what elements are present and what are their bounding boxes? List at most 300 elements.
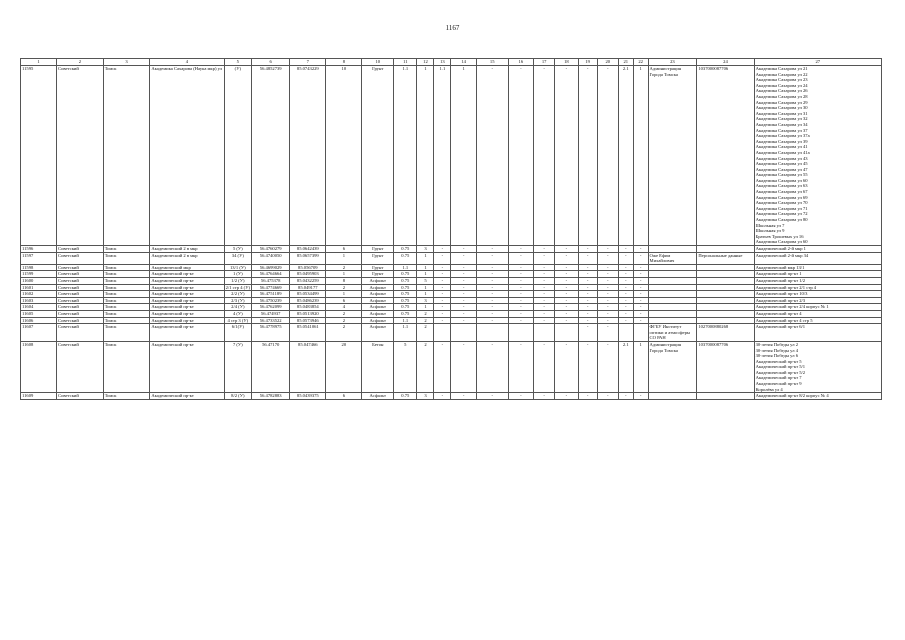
- table-cell: -: [476, 291, 508, 298]
- table-cell: -: [578, 393, 597, 400]
- table-cell: -: [534, 277, 555, 284]
- table-cell: 2: [326, 324, 362, 342]
- column-header: 17: [534, 59, 555, 66]
- table-cell: 11600: [21, 277, 57, 284]
- table-cell: 85.0483854: [290, 304, 326, 311]
- address-list-cell: [754, 246, 881, 253]
- table-cell: 85.0642439: [290, 246, 326, 253]
- table-cell: 85.0439375: [290, 393, 326, 400]
- address-line: Академика Сахарова ул 34: [755, 121, 808, 127]
- table-cell: -: [508, 284, 533, 291]
- table-cell: -: [555, 271, 578, 278]
- table-cell: -: [633, 271, 648, 278]
- table-cell: 2/3 (У): [224, 297, 252, 304]
- table-cell: Советский: [57, 317, 104, 324]
- column-header: 15: [476, 59, 508, 66]
- table-cell: 0.75: [394, 284, 417, 291]
- table-cell: -: [618, 252, 633, 264]
- table-cell: Советский: [57, 310, 104, 317]
- table-cell: -: [555, 291, 578, 298]
- table-cell: -: [508, 264, 533, 271]
- table-cell: Томск: [103, 297, 150, 304]
- table-cell: (У): [224, 66, 252, 246]
- table-cell: [451, 324, 476, 342]
- table-cell: -: [434, 271, 451, 278]
- table-cell: -: [618, 264, 633, 271]
- column-header: 5: [224, 59, 252, 66]
- address-line: Академический пр-кт 2/1 стр 4: [755, 284, 817, 290]
- address-line: Академический мкр 13/1: [755, 264, 805, 270]
- table-cell: -: [578, 246, 597, 253]
- table-cell: 4 (У): [224, 310, 252, 317]
- table-cell: Томск: [103, 317, 150, 324]
- header-row: [21, 59, 882, 66]
- table-cell: -: [451, 341, 476, 392]
- table-cell: -: [618, 271, 633, 278]
- table-cell: -: [508, 297, 533, 304]
- table-cell: [697, 284, 754, 291]
- address-line: Академика Сахарова ул 31: [755, 110, 808, 116]
- table-cell: 0.75: [394, 393, 417, 400]
- table-cell: 1.1: [394, 264, 417, 271]
- address-line: Академика Сахарова ул 60: [755, 177, 808, 183]
- table-cell: 10: [326, 66, 362, 246]
- table-cell: 85.0743229: [290, 66, 326, 246]
- table-cell: -: [476, 271, 508, 278]
- address-line: Академический пр-кт 4 стр 5: [755, 317, 813, 323]
- table-cell: -: [633, 393, 648, 400]
- column-header: 8: [326, 59, 362, 66]
- table-cell: Грунт: [362, 66, 394, 246]
- table-cell: [648, 297, 697, 304]
- address-line: Академика Сахарова ул 30: [755, 105, 808, 111]
- table-cell: 8: [326, 277, 362, 284]
- table-cell: -: [534, 271, 555, 278]
- table-cell: Асфальт: [362, 324, 394, 342]
- table-cell: 2: [417, 324, 434, 342]
- column-header: 10: [362, 59, 394, 66]
- table-row: [21, 271, 882, 278]
- address-line: Академика Сахарова ул 28: [755, 93, 808, 99]
- address-line: Школьная ул 9: [755, 228, 785, 234]
- address-line: Академика Сахарова ул 24: [755, 82, 808, 88]
- table-cell: Академический пр-кт: [150, 297, 224, 304]
- table-cell: 1.1: [394, 317, 417, 324]
- table-row: [21, 277, 882, 284]
- table-cell: Администрация Города Томска: [648, 341, 697, 392]
- table-cell: -: [555, 252, 578, 264]
- table-cell: 13/1 (У): [224, 264, 252, 271]
- table-cell: 5 (У): [224, 246, 252, 253]
- address-line: Академический пр-кт 5/2: [755, 369, 806, 375]
- column-header: 20: [597, 59, 618, 66]
- table-cell: 11598: [21, 264, 57, 271]
- column-header: 7: [290, 59, 326, 66]
- table-cell: -: [451, 297, 476, 304]
- table-cell: Советский: [57, 324, 104, 342]
- address-line: Братьев Трошевых ул 16: [755, 233, 804, 239]
- table-cell: [648, 277, 697, 284]
- table-cell: Бетон: [362, 341, 394, 392]
- table-cell: Советский: [57, 304, 104, 311]
- table-cell: -: [508, 317, 533, 324]
- table-row: [21, 317, 882, 324]
- table-cell: 2.1: [618, 66, 633, 246]
- table-cell: -: [534, 66, 555, 246]
- table-cell: Академический пр-кт: [150, 304, 224, 311]
- table-cell: -: [578, 291, 597, 298]
- table-cell: -: [578, 277, 597, 284]
- table-cell: 3: [417, 393, 434, 400]
- address-list-cell: [754, 66, 881, 246]
- table-cell: -: [633, 304, 648, 311]
- table-cell: -: [555, 66, 578, 246]
- table-cell: -: [618, 246, 633, 253]
- table-cell: -: [508, 310, 533, 317]
- table-cell: -: [618, 304, 633, 311]
- table-cell: -: [597, 252, 618, 264]
- address-line: Академический пр-кт 6/1: [755, 324, 806, 330]
- table-cell: 0.75: [394, 304, 417, 311]
- table-cell: 56.4852739: [252, 66, 290, 246]
- table-row: [21, 264, 882, 271]
- address-line: Академика Сахарова ул 63: [755, 183, 808, 189]
- table-cell: 11599: [21, 271, 57, 278]
- column-header: 22: [633, 59, 648, 66]
- table-cell: Асфальт: [362, 310, 394, 317]
- table-cell: 85.0534499: [290, 291, 326, 298]
- table-cell: Асфальт: [362, 277, 394, 284]
- table-cell: 85.0486239: [290, 297, 326, 304]
- table-cell: [648, 317, 697, 324]
- table-cell: -: [633, 277, 648, 284]
- column-header: 14: [451, 59, 476, 66]
- address-list-cell: [754, 264, 881, 271]
- column-header: 18: [555, 59, 578, 66]
- table-cell: -: [451, 310, 476, 317]
- table-cell: -: [534, 317, 555, 324]
- table-cell: -: [534, 291, 555, 298]
- table-cell: -: [633, 310, 648, 317]
- table-cell: 1: [633, 341, 648, 392]
- table-cell: -: [578, 317, 597, 324]
- table-cell: Томск: [103, 284, 150, 291]
- table-cell: -: [578, 304, 597, 311]
- table-cell: [697, 297, 754, 304]
- address-line: Академический пр-кт 1/2: [755, 277, 806, 283]
- table-cell: -: [578, 271, 597, 278]
- address-list-cell: [754, 284, 881, 291]
- table-cell: [648, 310, 697, 317]
- table-cell: 11608: [21, 341, 57, 392]
- address-line: Академика Сахарова ул 67: [755, 189, 808, 195]
- table-cell: 5: [417, 277, 434, 284]
- table-cell: -: [578, 264, 597, 271]
- table-cell: Томск: [103, 310, 150, 317]
- table-cell: -: [508, 252, 533, 264]
- table-cell: -: [451, 264, 476, 271]
- table-cell: 1037000087706: [697, 66, 754, 246]
- table-cell: Грунт: [362, 246, 394, 253]
- table-cell: Советский: [57, 264, 104, 271]
- address-line: Академика Сахарова ул 21: [755, 66, 808, 71]
- table-cell: -: [578, 310, 597, 317]
- table-cell: 56.4764664: [252, 271, 290, 278]
- table-cell: -: [597, 271, 618, 278]
- address-line: Академика Сахарова ул 45: [755, 161, 808, 167]
- table-cell: -: [434, 317, 451, 324]
- table-cell: Советский: [57, 277, 104, 284]
- table-cell: -: [618, 317, 633, 324]
- table-cell: -: [476, 393, 508, 400]
- table-cell: Советский: [57, 66, 104, 246]
- table-cell: 2: [326, 264, 362, 271]
- address-line: 30-летия Победы ул 2: [755, 341, 799, 347]
- table-cell: 7 (У): [224, 341, 252, 392]
- table-cell: 1: [417, 66, 434, 246]
- table-cell: -: [578, 341, 597, 392]
- address-list-cell: [754, 304, 881, 311]
- table-cell: -: [578, 252, 597, 264]
- table-cell: [648, 393, 697, 400]
- table-cell: [618, 324, 633, 342]
- table-cell: -: [633, 317, 648, 324]
- page-number: 1167: [445, 24, 460, 32]
- table-cell: Томск: [103, 341, 150, 392]
- table-cell: 56.4762099: [252, 304, 290, 311]
- table-cell: 11609: [21, 393, 57, 400]
- address-line: Академика Сахарова ул 60: [755, 239, 808, 245]
- table-cell: -: [555, 246, 578, 253]
- table-cell: [697, 317, 754, 324]
- table-cell: -: [578, 324, 597, 342]
- table-cell: Академический пр-кт: [150, 310, 224, 317]
- column-header: 24: [697, 59, 754, 66]
- table-cell: Томск: [103, 264, 150, 271]
- table-cell: -: [597, 310, 618, 317]
- table-cell: 11605: [21, 310, 57, 317]
- table-cell: 85.056709: [290, 264, 326, 271]
- table-cell: -: [476, 297, 508, 304]
- table-cell: -: [534, 246, 555, 253]
- table-cell: 11595: [21, 66, 57, 246]
- address-list-cell: [754, 277, 881, 284]
- address-list-cell: [754, 393, 881, 400]
- table-cell: -: [434, 252, 451, 264]
- table-cell: 1.1: [394, 66, 417, 246]
- table-cell: 11604: [21, 304, 57, 311]
- table-cell: ФГБУ Институт оптики и атмосферы СО РАН: [648, 324, 697, 342]
- table-cell: -: [597, 246, 618, 253]
- table-cell: -: [508, 304, 533, 311]
- table-cell: -: [508, 341, 533, 392]
- table-cell: 85.0657399: [290, 252, 326, 264]
- table-cell: 1: [417, 264, 434, 271]
- table-cell: Академический пр-кт: [150, 284, 224, 291]
- table-cell: 56.4751189: [252, 291, 290, 298]
- table-cell: -: [555, 310, 578, 317]
- table-cell: -: [451, 252, 476, 264]
- table-cell: Советский: [57, 291, 104, 298]
- table-cell: 85.0432259: [290, 277, 326, 284]
- table-cell: -: [555, 393, 578, 400]
- address-line: Академический пр-кт 2/4 корпус № 1: [755, 304, 829, 310]
- table-cell: 1: [417, 284, 434, 291]
- table-cell: -: [597, 291, 618, 298]
- table-cell: 1: [326, 271, 362, 278]
- table-cell: [648, 246, 697, 253]
- table-cell: -: [597, 324, 618, 342]
- table-cell: Томск: [103, 324, 150, 342]
- table-cell: -: [597, 277, 618, 284]
- table-cell: Советский: [57, 341, 104, 392]
- table-cell: [697, 310, 754, 317]
- table-cell: -: [633, 264, 648, 271]
- table-cell: Грунт: [362, 252, 394, 264]
- table-cell: 85.049177: [290, 284, 326, 291]
- address-line: Академический пр-кт 5/1: [755, 364, 806, 370]
- table-cell: Академический пр-кт: [150, 271, 224, 278]
- column-header: 13: [434, 59, 451, 66]
- table-row: [21, 291, 882, 298]
- address-line: Академика Сахарова ул 22: [755, 71, 808, 77]
- table-cell: -: [508, 271, 533, 278]
- table-cell: Томск: [103, 271, 150, 278]
- table-cell: -: [476, 246, 508, 253]
- table-cell: -: [434, 284, 451, 291]
- address-line: Академика Сахарова ул 47: [755, 166, 808, 172]
- address-list-cell: [754, 252, 881, 264]
- table-cell: -: [534, 310, 555, 317]
- table-cell: [697, 393, 754, 400]
- table-cell: 56.4750239: [252, 297, 290, 304]
- address-line: Академика Сахарова ул 41: [755, 144, 808, 150]
- table-cell: Томск: [103, 304, 150, 311]
- address-line: Академика Сахарова ул 23: [755, 77, 808, 83]
- table-cell: 1: [633, 66, 648, 246]
- table-cell: -: [618, 393, 633, 400]
- table-cell: -: [534, 304, 555, 311]
- table-cell: -: [618, 284, 633, 291]
- table-cell: -: [597, 264, 618, 271]
- table-cell: Оже Ефим Михайлович: [648, 252, 697, 264]
- table-cell: 56.4760279: [252, 246, 290, 253]
- table-row: [21, 310, 882, 317]
- table-cell: 3: [417, 246, 434, 253]
- table-cell: 11597: [21, 252, 57, 264]
- column-header: 4: [150, 59, 224, 66]
- address-line: Академический пр-кт 9: [755, 381, 802, 387]
- table-cell: 56.474937: [252, 310, 290, 317]
- table-cell: Асфальт: [362, 297, 394, 304]
- address-line: Академика Сахарова ул 32: [755, 116, 808, 122]
- table-cell: [697, 246, 754, 253]
- address-line: Академика Сахарова ул 37: [755, 127, 808, 133]
- table-cell: -: [555, 284, 578, 291]
- table-cell: -: [618, 310, 633, 317]
- table-cell: -: [434, 291, 451, 298]
- table-cell: 56.4774669: [252, 284, 290, 291]
- table-cell: Советский: [57, 393, 104, 400]
- table-cell: -: [508, 291, 533, 298]
- table-cell: -: [476, 284, 508, 291]
- table-row: [21, 297, 882, 304]
- column-header: 1: [21, 59, 57, 66]
- table-cell: 5: [394, 341, 417, 392]
- table-cell: -: [597, 317, 618, 324]
- table-cell: -: [555, 317, 578, 324]
- table-cell: -: [451, 291, 476, 298]
- table-row: [21, 393, 882, 400]
- table-cell: 1: [417, 304, 434, 311]
- table-cell: -: [633, 246, 648, 253]
- table-cell: -: [534, 341, 555, 392]
- column-header: 3: [103, 59, 150, 66]
- table-cell: 6: [326, 297, 362, 304]
- address-list-cell: [754, 317, 881, 324]
- table-cell: Академический пр-кт: [150, 393, 224, 400]
- table-cell: 0.75: [394, 246, 417, 253]
- table-cell: Асфальт: [362, 317, 394, 324]
- table-cell: -: [633, 291, 648, 298]
- table-cell: [648, 264, 697, 271]
- table-cell: Грунт: [362, 271, 394, 278]
- table-cell: [648, 291, 697, 298]
- table-cell: 1: [417, 252, 434, 264]
- table-cell: 1: [417, 271, 434, 278]
- table-cell: 6/1(У): [224, 324, 252, 342]
- address-line: Академика Сахарова ул 41а: [755, 149, 810, 155]
- table-row: [21, 246, 882, 253]
- table-cell: 6: [326, 393, 362, 400]
- table-cell: 85.047466: [290, 341, 326, 392]
- table-row: [21, 341, 882, 392]
- table-cell: 56.4782883: [252, 393, 290, 400]
- table-cell: -: [434, 310, 451, 317]
- table-row: [21, 304, 882, 311]
- table-cell: 56.4733522: [252, 317, 290, 324]
- address-list-cell: [754, 291, 881, 298]
- address-list-cell: [754, 297, 881, 304]
- address-line: Академика Сахарова ул 71: [755, 205, 808, 211]
- table-cell: -: [578, 284, 597, 291]
- table-cell: -: [451, 304, 476, 311]
- table-cell: -: [618, 277, 633, 284]
- table-cell: 1 (У): [224, 271, 252, 278]
- table-cell: Советский: [57, 271, 104, 278]
- table-cell: 2: [326, 310, 362, 317]
- table-cell: 85.0541061: [290, 324, 326, 342]
- table-cell: 1/2 (У): [224, 277, 252, 284]
- table-cell: -: [434, 341, 451, 392]
- table-cell: -: [597, 284, 618, 291]
- table-cell: 2: [417, 317, 434, 324]
- table-cell: 1: [417, 291, 434, 298]
- table-cell: Асфальт: [362, 291, 394, 298]
- table-cell: 56.4778975: [252, 324, 290, 342]
- table-cell: 85.0495903: [290, 271, 326, 278]
- table-cell: -: [508, 246, 533, 253]
- table-cell: 56.475378: [252, 277, 290, 284]
- table-cell: [434, 324, 451, 342]
- address-line: Академический пр-кт 5: [755, 358, 802, 364]
- address-line: Академика Сахарова ул 70: [755, 200, 808, 206]
- table-cell: 2/4 (У): [224, 304, 252, 311]
- column-header: 21: [618, 59, 633, 66]
- table-cell: -: [451, 393, 476, 400]
- table-row: [21, 324, 882, 342]
- address-line: Академический пр-кт 10/3: [755, 291, 808, 297]
